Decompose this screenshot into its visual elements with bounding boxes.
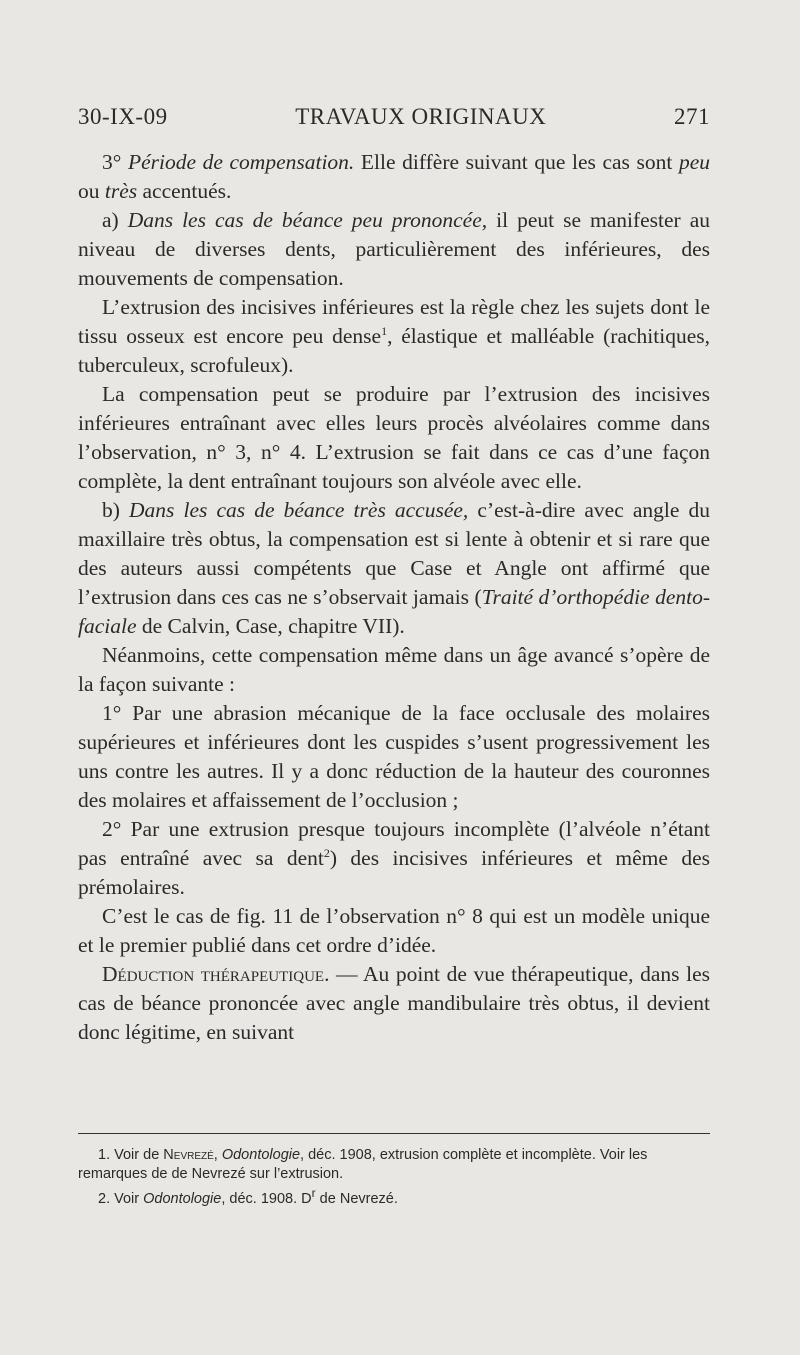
text-run: 2. Voir xyxy=(98,1190,144,1207)
text-run: — Au point de vue thérapeutique, dans les cas de béance prononcée avec angle mandibulaire très obtus, il devient donc légitime, en suivant xyxy=(78,962,710,1044)
paragraph xyxy=(78,815,710,902)
subsection-heading: Dans les cas de béance peu prononcée, xyxy=(127,208,488,232)
paragraph xyxy=(78,293,710,380)
text-run: , déc. 1908, extrusion complète et incomplète. Voir les remarques de de Nevrezé sur l’extrusion. xyxy=(78,1147,648,1182)
emphasis: très xyxy=(104,179,138,203)
paragraph xyxy=(78,641,710,699)
text-run: 1° Par une abrasion mécanique de la face occlusale des molaires supérieures et inférieures dont les cuspides s’usent progressivement les uns contre les autres. Il y a donc réduction de la hauteur des couronnes des molaires et affaissement de l’occlusion ; xyxy=(78,701,710,812)
text-run: 2° Par une extrusion presque toujours incomplète (l’alvéole n’étant pas entraîné avec sa dent xyxy=(78,817,710,870)
text-run: c’est-à-dire avec angle du maxillaire très obtus, la compensation est si lente à obtenir et si rare que des auteurs aussi compétents que Case et Angle ont affirmé que l’extrusion dans ces cas ne s’observait jamais ( xyxy=(78,498,710,609)
paragraph-a xyxy=(78,206,710,293)
text-run: ou xyxy=(78,179,105,203)
running-header xyxy=(78,104,710,130)
paragraph-number: 3° xyxy=(102,150,128,174)
page-number: 271 xyxy=(673,104,710,129)
text-run: , élastique et malléable (rachitiques, tuberculeux, scrofuleux). xyxy=(78,324,710,377)
paragraph-letter: b) xyxy=(102,498,129,522)
text-run: accentués. xyxy=(137,179,232,203)
text-run: de Nevrezé. xyxy=(315,1190,398,1207)
book-title: Traité d’orthopédie dento-faciale xyxy=(78,585,710,638)
superscript: r xyxy=(311,1186,316,1200)
header-title: TRAVAUX ORIGINAUX xyxy=(295,104,547,129)
paragraph-compensation-period xyxy=(78,148,710,206)
text-run: Néanmoins, cette compensation même dans un âge avancé s’opère de la façon suivante : xyxy=(78,643,710,696)
section-heading: Période de compensation. xyxy=(127,150,355,174)
text-run: La compensation peut se produire par l’extrusion des incisives inférieures entraînant avec elles leurs procès alvéolaires comme dans l’observation, n° 3, n° 4. L’extrusion se fait dans ce cas d’une façon complète, la dent entraînant toujours son alvéole avec elle. xyxy=(78,382,710,493)
text-run: , xyxy=(213,1147,222,1163)
journal-title: Odontologie xyxy=(143,1190,222,1207)
paragraph xyxy=(78,699,710,815)
paragraph-b xyxy=(78,496,710,641)
emphasis: peu xyxy=(678,150,710,174)
paragraph-letter: a) xyxy=(102,208,128,232)
section-heading: Déduction thérapeutique. xyxy=(102,962,330,986)
text-run: de Calvin, Case, chapitre VII). xyxy=(136,614,405,638)
text-run: ) des incisives inférieures et même des prémolaires. xyxy=(78,846,710,899)
footnote-ref: 2 xyxy=(323,845,330,860)
footnote-1 xyxy=(78,1146,710,1184)
paragraph xyxy=(78,902,710,960)
text-run: il peut se manifester au niveau de diverses dents, particulièrement des inférieures, des mouvements de compensation. xyxy=(78,208,711,290)
subsection-heading: Dans les cas de béance très accusée, xyxy=(129,498,469,522)
paragraph xyxy=(78,380,710,496)
header-date: 30-IX-09 xyxy=(78,104,168,129)
footnotes xyxy=(78,1146,710,1209)
text-run: C’est le cas de fig. 11 de l’observation n° 8 qui est un modèle unique et le premier publié dans cet ordre d’idée. xyxy=(78,904,710,957)
paragraph-deduction xyxy=(78,960,710,1047)
text-run: Elle diffère suivant que les cas sont xyxy=(354,150,679,174)
main-text xyxy=(78,148,710,1047)
journal-title: Odontologie xyxy=(221,1147,301,1163)
footnote-ref: 1 xyxy=(381,323,388,338)
text-run: L’extrusion des incisives inférieures est la règle chez les sujets dont le tissu osseux est encore peu dense xyxy=(78,295,710,348)
author-name: Nevrezé xyxy=(163,1147,214,1163)
footnote-divider xyxy=(78,1133,710,1134)
text-run: , déc. 1908. D xyxy=(221,1190,312,1207)
text-run: 1. Voir de xyxy=(98,1147,164,1163)
footnote-2 xyxy=(78,1184,710,1209)
